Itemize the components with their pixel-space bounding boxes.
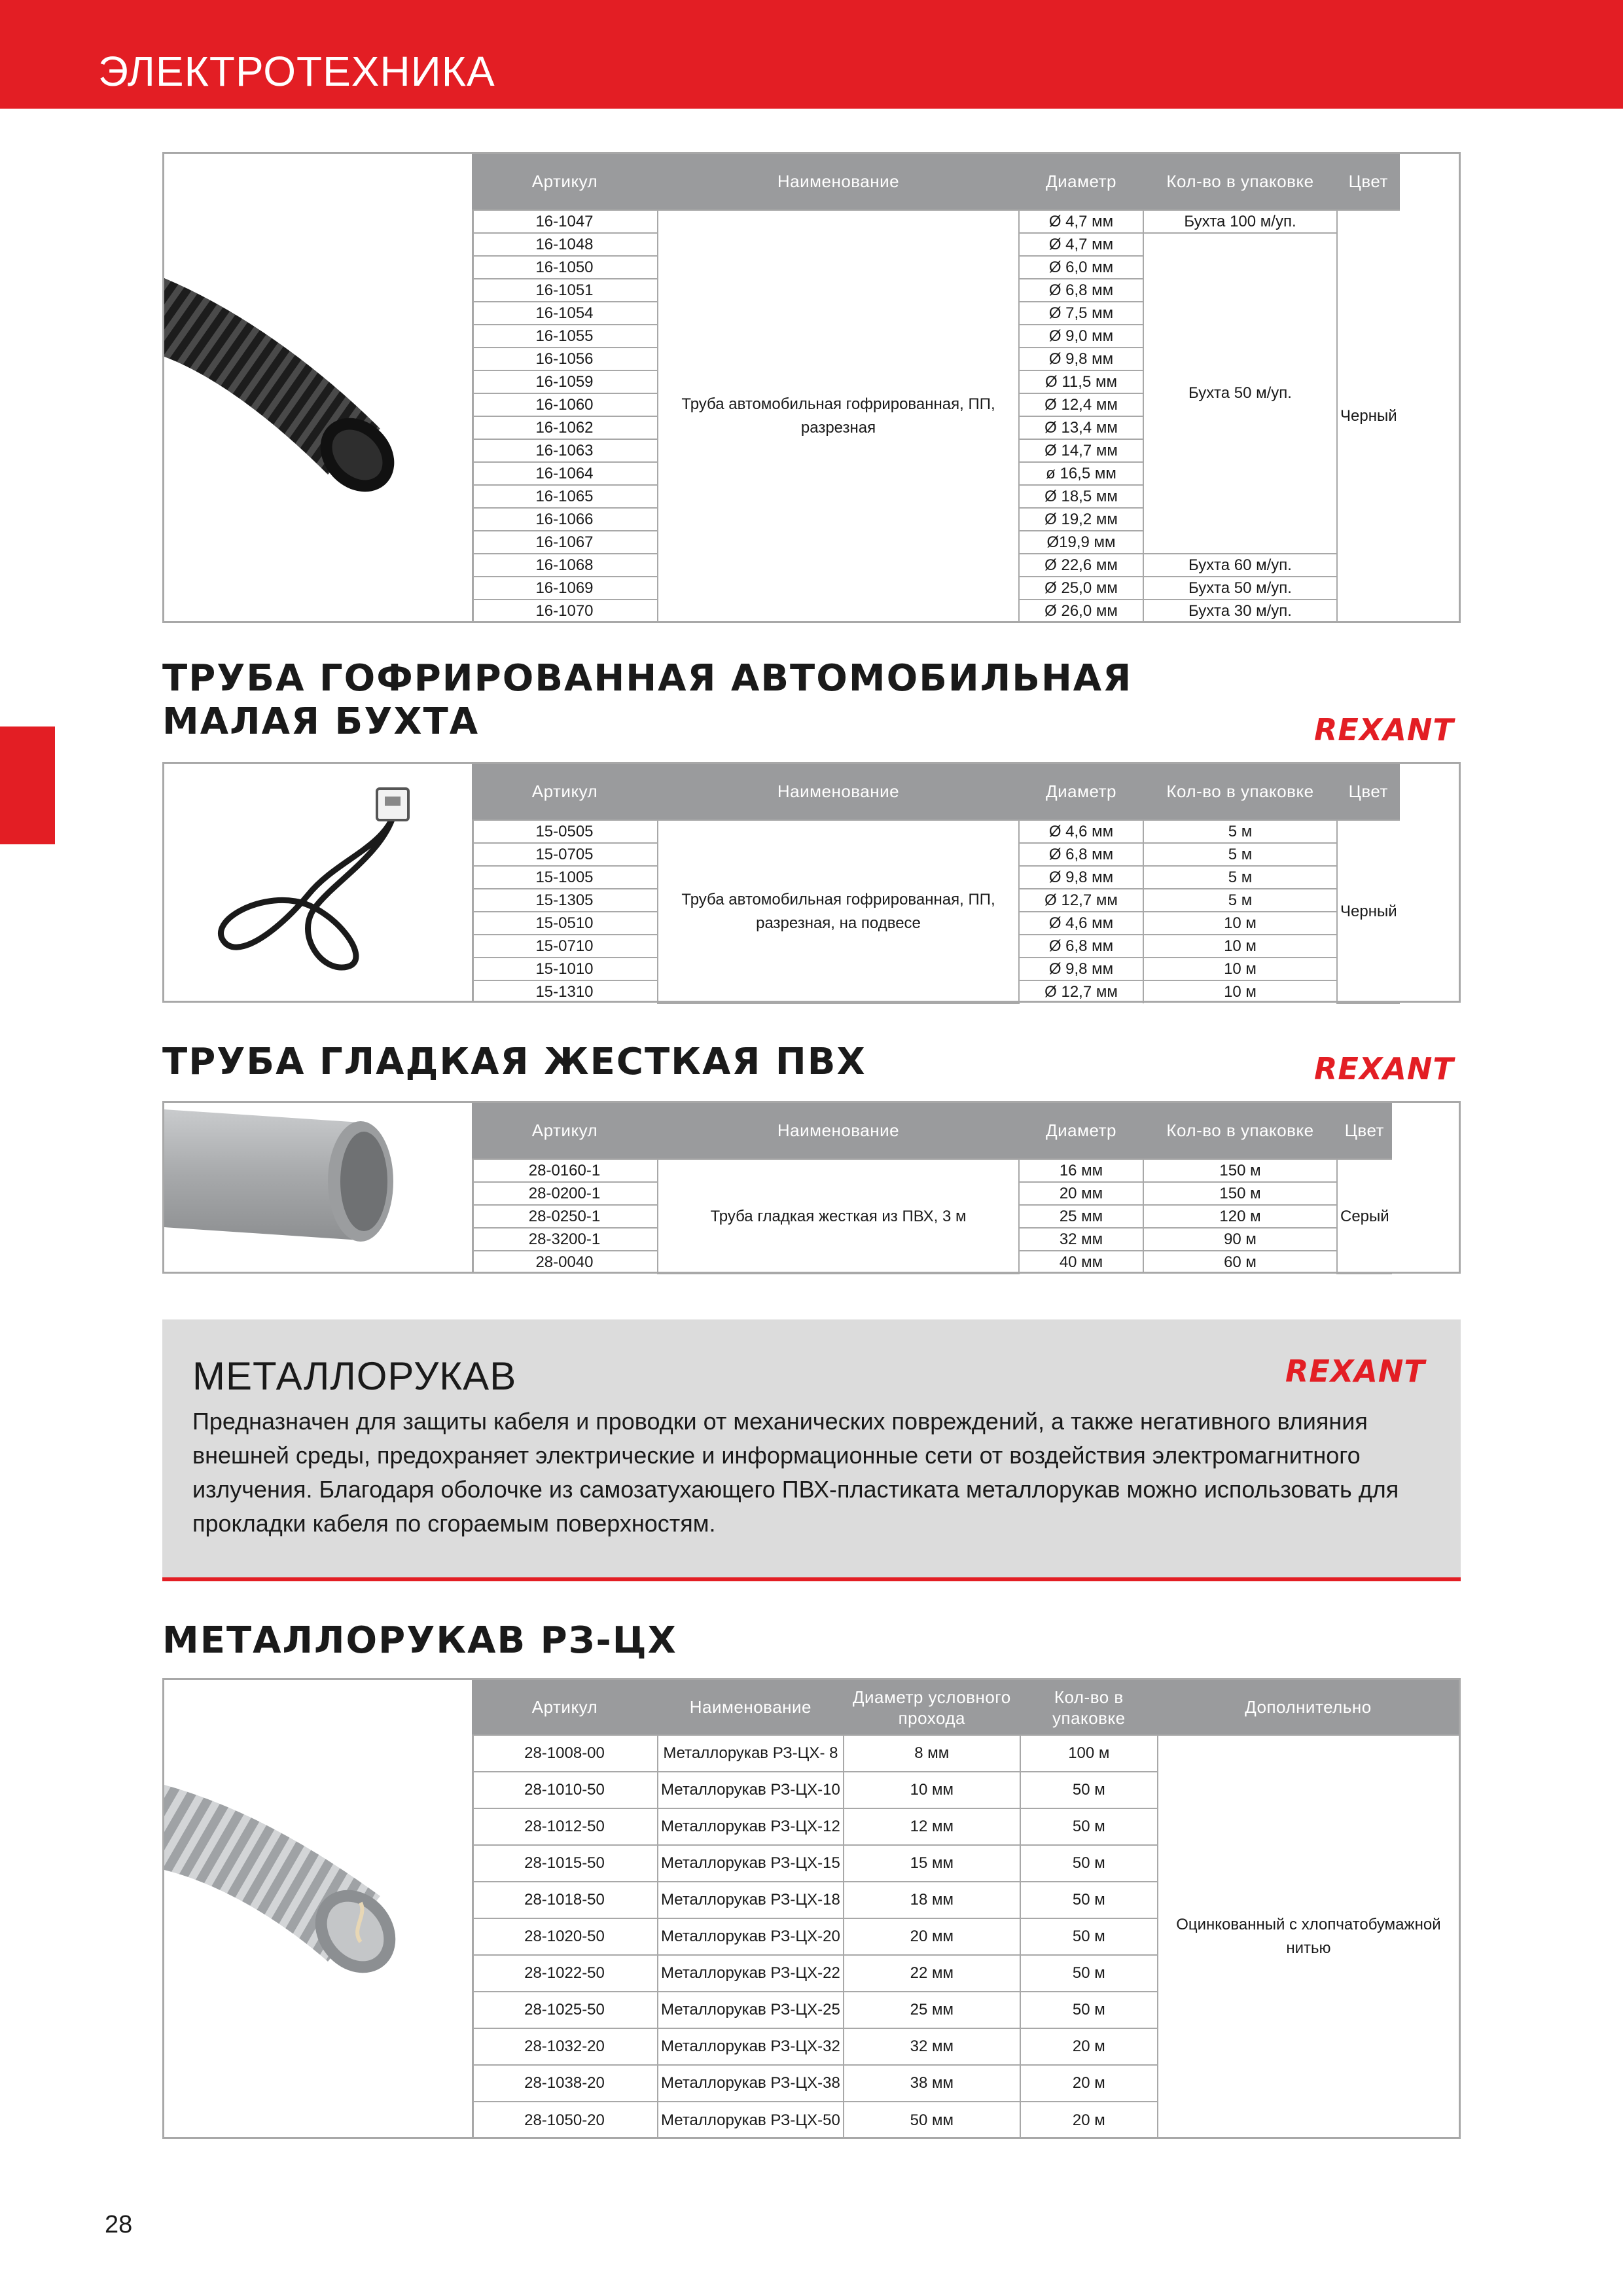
cell-quantity: 10 м — [1143, 958, 1337, 980]
col-header-name: Наименование — [658, 154, 1019, 210]
side-tab-marker — [0, 726, 55, 844]
cell-article: 16-1048 — [472, 233, 658, 256]
cell-diameter: Ø 14,7 мм — [1019, 439, 1143, 462]
cell-diameter: Ø 6,8 мм — [1019, 279, 1143, 302]
cell-quantity: 50 м — [1020, 1808, 1158, 1845]
cell-diameter: Ø 26,0 мм — [1019, 600, 1143, 622]
cell-article: 16-1066 — [472, 508, 658, 531]
col-header-article: Артикул — [472, 154, 658, 210]
cell-product-name: Металлорукав РЗ-ЦХ-20 — [658, 1918, 844, 1955]
cell-diameter: Ø 4,7 мм — [1019, 210, 1143, 233]
cell-article: 16-1051 — [472, 279, 658, 302]
section-title-rigid-pvc: ТРУБА ГЛАДКАЯ ЖЕСТКАЯ ПВХ — [162, 1041, 866, 1083]
cell-diameter: 40 мм — [1019, 1251, 1143, 1274]
cell-product-name: Металлорукав РЗ-ЦХ-18 — [658, 1882, 844, 1918]
col-header-color: Цвет — [1337, 154, 1400, 210]
cell-diameter: 10 мм — [844, 1772, 1020, 1808]
cell-article: 15-1010 — [472, 958, 658, 980]
cell-article: 16-1062 — [472, 416, 658, 439]
cell-diameter: Ø 12,7 мм — [1019, 889, 1143, 912]
cell-color: Черный — [1337, 210, 1400, 622]
cell-product-name: Металлорукав РЗ-ЦХ-38 — [658, 2065, 844, 2102]
cell-article: 16-1055 — [472, 325, 658, 348]
rexant-logo: REXANT — [1285, 1354, 1425, 1389]
col-header-diameter: Диаметр — [1019, 764, 1143, 820]
col-header-diameter: Диаметр — [1019, 154, 1143, 210]
section-title-small-coil — [162, 657, 1132, 744]
cell-diameter: Ø 9,0 мм — [1019, 325, 1143, 348]
cell-article: 28-1032-20 — [472, 2028, 658, 2065]
cell-article: 28-1010-50 — [472, 1772, 658, 1808]
cell-article: 28-1022-50 — [472, 1955, 658, 1992]
cell-diameter: 25 мм — [1019, 1205, 1143, 1228]
col-header-name: Наименование — [658, 1680, 844, 1735]
product-photo-rigid-pipe — [164, 1103, 474, 1272]
cell-article: 28-0250-1 — [472, 1205, 658, 1228]
header-bar — [0, 0, 1623, 109]
cell-quantity: 10 м — [1143, 935, 1337, 958]
cell-diameter: Ø 13,4 мм — [1019, 416, 1143, 439]
cell-quantity: 20 м — [1020, 2102, 1158, 2138]
tube-coil-image — [164, 764, 472, 1001]
cell-quantity: 100 м — [1020, 1735, 1158, 1772]
cell-diameter: 16 мм — [1019, 1159, 1143, 1182]
cell-diameter: Ø 6,0 мм — [1019, 256, 1143, 279]
cell-quantity: 20 м — [1020, 2028, 1158, 2065]
cell-diameter: Ø 4,6 мм — [1019, 820, 1143, 843]
cell-article: 28-1020-50 — [472, 1918, 658, 1955]
cell-diameter: Ø 11,5 мм — [1019, 370, 1143, 393]
cell-product-name: Металлорукав РЗ-ЦХ-12 — [658, 1808, 844, 1845]
cell-diameter: Ø 22,6 мм — [1019, 554, 1143, 577]
product-block-3 — [162, 1101, 1461, 1274]
col-header-additional: Дополнительно — [1158, 1680, 1459, 1735]
cell-diameter: 22 мм — [844, 1955, 1020, 1992]
page-header-title: ЭЛЕКТРОТЕХНИКА — [98, 48, 495, 95]
col-header-quantity: Кол-во в упаковке — [1143, 154, 1337, 210]
table-corrugated-tube — [472, 154, 1400, 623]
col-header-color: Цвет — [1337, 764, 1400, 820]
cell-article: 16-1054 — [472, 302, 658, 325]
cell-diameter: Ø 9,8 мм — [1019, 348, 1143, 370]
cell-quantity: Бухта 50 м/уп. — [1143, 577, 1337, 600]
cell-diameter: Ø 6,8 мм — [1019, 935, 1143, 958]
cell-diameter: ø 16,5 мм — [1019, 462, 1143, 485]
cell-article: 16-1063 — [472, 439, 658, 462]
section-title-line-2: МАЛАЯ БУХТА — [162, 700, 480, 743]
cell-quantity: 10 м — [1143, 912, 1337, 935]
cell-diameter: Ø 4,6 мм — [1019, 912, 1143, 935]
cell-product-name: Металлорукав РЗ-ЦХ-10 — [658, 1772, 844, 1808]
cell-diameter: 18 мм — [844, 1882, 1020, 1918]
col-header-name: Наименование — [658, 1103, 1019, 1159]
cell-quantity: Бухта 100 м/уп. — [1143, 210, 1337, 233]
col-header-name: Наименование — [658, 764, 1019, 820]
cell-quantity: 50 м — [1020, 1955, 1158, 1992]
cell-quantity: 150 м — [1143, 1182, 1337, 1205]
cell-article: 16-1065 — [472, 485, 658, 508]
cell-diameter: 32 мм — [1019, 1228, 1143, 1251]
cell-article: 16-1067 — [472, 531, 658, 554]
cell-quantity: 50 м — [1020, 1918, 1158, 1955]
col-header-article: Артикул — [472, 1103, 658, 1159]
cell-article: 16-1069 — [472, 577, 658, 600]
cell-quantity: 5 м — [1143, 820, 1337, 843]
cell-product-name: Металлорукав РЗ-ЦХ-25 — [658, 1992, 844, 2028]
info-box-metal-hose — [162, 1319, 1461, 1580]
cell-article: 28-1012-50 — [472, 1808, 658, 1845]
cell-quantity: 50 м — [1020, 1882, 1158, 1918]
cell-article: 28-1050-20 — [472, 2102, 658, 2138]
cell-diameter: 20 мм — [844, 1918, 1020, 1955]
cell-article: 28-1038-20 — [472, 2065, 658, 2102]
cell-quantity: 5 м — [1143, 866, 1337, 889]
cell-article: 16-1056 — [472, 348, 658, 370]
table-metal-hose-rz — [472, 1680, 1459, 2139]
section-title-line-1: ТРУБА ГОФРИРОВАННАЯ АВТОМОБИЛЬНАЯ — [162, 657, 1133, 700]
cell-article: 15-0505 — [472, 820, 658, 843]
cell-diameter: Ø 9,8 мм — [1019, 866, 1143, 889]
cell-diameter: 15 мм — [844, 1845, 1020, 1882]
col-header-article: Артикул — [472, 764, 658, 820]
metal-hose-image — [164, 1680, 472, 2137]
col-header-diameter: Диаметр — [1019, 1103, 1143, 1159]
cell-article: 16-1050 — [472, 256, 658, 279]
cell-product-name: Труба автомобильная гофрированная, ПП, разрезная — [658, 210, 1019, 622]
cell-diameter: Ø 19,2 мм — [1019, 508, 1143, 531]
cell-article: 16-1059 — [472, 370, 658, 393]
info-underline — [162, 1577, 1461, 1581]
cell-article: 28-3200-1 — [472, 1228, 658, 1251]
cell-article: 28-0040 — [472, 1251, 658, 1274]
cell-quantity: 50 м — [1020, 1845, 1158, 1882]
cell-diameter: 50 мм — [844, 2102, 1020, 2138]
cell-article: 16-1047 — [472, 210, 658, 233]
page-number: 28 — [105, 2211, 133, 2238]
product-photo-corrugated-tube — [164, 154, 474, 621]
cell-article: 28-0160-1 — [472, 1159, 658, 1182]
cell-diameter: Ø 6,8 мм — [1019, 843, 1143, 866]
cell-quantity: 50 м — [1020, 1992, 1158, 2028]
cell-article: 15-0705 — [472, 843, 658, 866]
product-block-4 — [162, 1678, 1461, 2139]
col-header-nominal-diameter: Диаметр условного прохода — [844, 1680, 1020, 1735]
col-header-quantity: Кол-во в упаковке — [1020, 1680, 1158, 1735]
cell-diameter: 12 мм — [844, 1808, 1020, 1845]
cell-diameter: 38 мм — [844, 2065, 1020, 2102]
cell-additional-info: Оцинкованный с хлопчатобумажной нитью — [1158, 1735, 1459, 2138]
cell-article: 15-0510 — [472, 912, 658, 935]
product-photo-small-coil — [164, 764, 474, 1001]
cell-quantity: 5 м — [1143, 889, 1337, 912]
cell-article: 16-1060 — [472, 393, 658, 416]
cell-article: 28-1015-50 — [472, 1845, 658, 1882]
cell-quantity: Бухта 60 м/уп. — [1143, 554, 1337, 577]
pvc-pipe-image — [164, 1103, 472, 1272]
cell-diameter: Ø 18,5 мм — [1019, 485, 1143, 508]
rexant-logo: REXANT — [1314, 712, 1454, 747]
cell-diameter: Ø 25,0 мм — [1019, 577, 1143, 600]
cell-diameter: Ø 4,7 мм — [1019, 233, 1143, 256]
cell-quantity: 10 м — [1143, 980, 1337, 1003]
cell-product-name: Металлорукав РЗ-ЦХ- 8 — [658, 1735, 844, 1772]
cell-quantity-merged: Бухта 50 м/уп. — [1143, 233, 1337, 554]
cell-article: 28-1008-00 — [472, 1735, 658, 1772]
cell-product-name: Металлорукав РЗ-ЦХ-32 — [658, 2028, 844, 2065]
cell-article: 16-1068 — [472, 554, 658, 577]
col-header-article: Артикул — [472, 1680, 658, 1735]
cell-diameter: Ø 12,4 мм — [1019, 393, 1143, 416]
cell-article: 15-1005 — [472, 866, 658, 889]
col-header-quantity: Кол-во в упаковке — [1143, 764, 1337, 820]
cell-diameter: 32 мм — [844, 2028, 1020, 2065]
product-block-1 — [162, 152, 1461, 623]
cell-diameter: 20 мм — [1019, 1182, 1143, 1205]
cell-diameter: Ø 9,8 мм — [1019, 958, 1143, 980]
product-block-2 — [162, 762, 1461, 1003]
cell-color: Серый — [1337, 1159, 1392, 1274]
cell-diameter: Ø 7,5 мм — [1019, 302, 1143, 325]
cell-product-name: Труба гладкая жесткая из ПВХ, 3 м — [658, 1159, 1019, 1274]
cell-product-name: Труба автомобильная гофрированная, ПП, разрезная, на подвесе — [658, 820, 1019, 1003]
cell-quantity: 5 м — [1143, 843, 1337, 866]
cell-quantity: 50 м — [1020, 1772, 1158, 1808]
section-title-metal-hose-rz: МЕТАЛЛОРУКАВ РЗ-ЦХ — [162, 1619, 677, 1662]
table-small-coil — [472, 764, 1400, 1004]
product-photo-metal-hose — [164, 1680, 474, 2137]
cell-diameter: Ø19,9 мм — [1019, 531, 1143, 554]
col-header-quantity: Кол-во в упаковке — [1143, 1103, 1337, 1159]
cell-article: 28-1018-50 — [472, 1882, 658, 1918]
cell-article: 15-0710 — [472, 935, 658, 958]
cell-article: 16-1070 — [472, 600, 658, 622]
cell-article: 15-1305 — [472, 889, 658, 912]
col-header-color: Цвет — [1337, 1103, 1392, 1159]
cell-product-name: Металлорукав РЗ-ЦХ-22 — [658, 1955, 844, 1992]
cell-quantity: 60 м — [1143, 1251, 1337, 1274]
cell-article: 16-1064 — [472, 462, 658, 485]
cell-diameter: 25 мм — [844, 1992, 1020, 2028]
cell-color: Черный — [1337, 820, 1400, 1003]
corrugated-tube-image — [164, 154, 472, 621]
cell-diameter: 8 мм — [844, 1735, 1020, 1772]
cell-article: 15-1310 — [472, 980, 658, 1003]
cell-article: 28-0200-1 — [472, 1182, 658, 1205]
cell-quantity: 120 м — [1143, 1205, 1337, 1228]
cell-quantity: Бухта 30 м/уп. — [1143, 600, 1337, 622]
table-rigid-pvc — [472, 1103, 1392, 1274]
cell-diameter: Ø 12,7 мм — [1019, 980, 1143, 1003]
cell-product-name: Металлорукав РЗ-ЦХ-50 — [658, 2102, 844, 2138]
info-description: Предназначен для защиты кабеля и проводки от механических повреждений, а также негативного влияния внешней среды, предохраняет электрические и информационные сети от воздействия электромагнитного излучения. Благодаря оболочке из самозатухающего ПВХ-пластиката металлорукав можно использовать для прокладки кабеля по сгораемым поверхностям. — [192, 1408, 1399, 1537]
rexant-logo: REXANT — [1314, 1051, 1454, 1086]
cell-quantity: 20 м — [1020, 2065, 1158, 2102]
cell-quantity: 150 м — [1143, 1159, 1337, 1182]
cell-quantity: 90 м — [1143, 1228, 1337, 1251]
cell-product-name: Металлорукав РЗ-ЦХ-15 — [658, 1845, 844, 1882]
cell-article: 28-1025-50 — [472, 1992, 658, 2028]
info-title: МЕТАЛЛОРУКАВ — [192, 1354, 517, 1398]
